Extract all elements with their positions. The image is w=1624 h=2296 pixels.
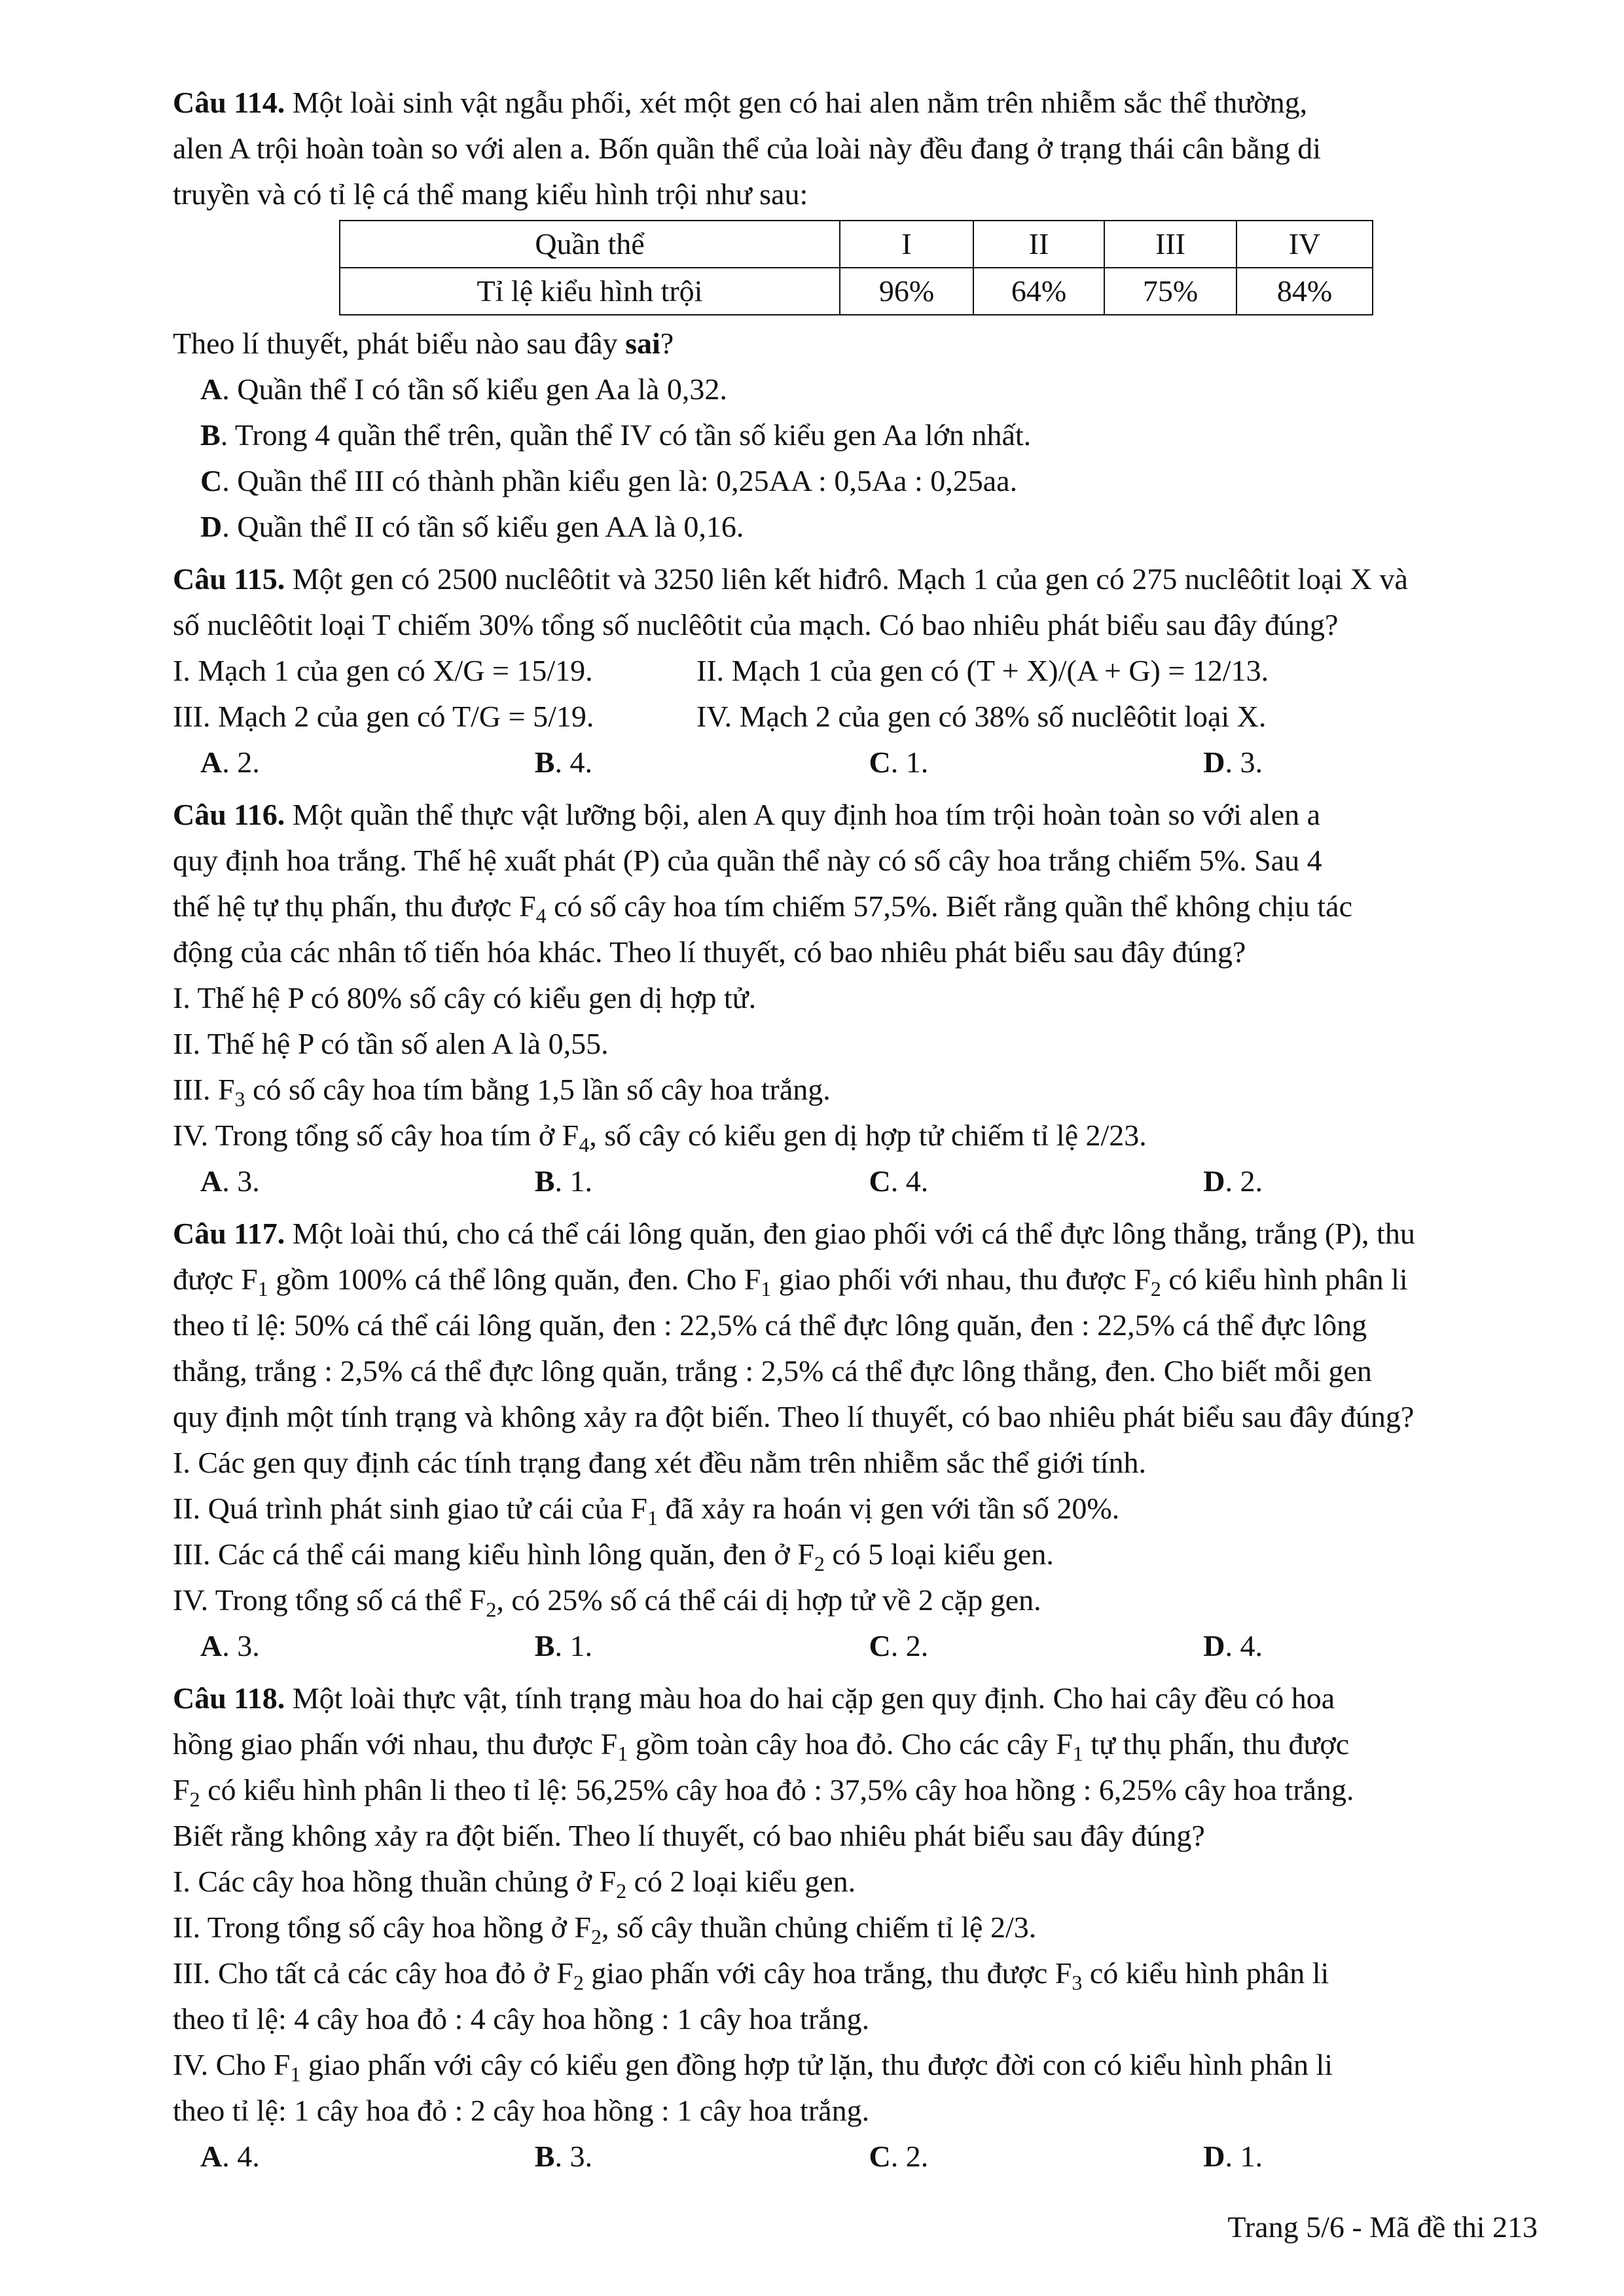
option-text: . 1. [554, 1164, 592, 1198]
option-text: . 2. [222, 745, 260, 779]
option-label: D [1203, 2140, 1225, 2173]
option-b[interactable] [535, 2134, 869, 2179]
subscript: 3 [1072, 1971, 1083, 1994]
question-118-stem-line-1 [173, 1676, 1538, 1721]
statement-iv [173, 2042, 1538, 2088]
subscript: 2 [814, 1552, 825, 1575]
question-117-stem-line-4: thẳng, trắng : 2,5% cá thể đực lông quăn, trắng : 2,5% cá thể đực lông thẳng, đen. Cho biết mỗi gen [173, 1354, 1372, 1388]
question-number: Câu 117. [173, 1217, 285, 1250]
option-label: D [1203, 1164, 1225, 1198]
stem-text: có kiểu hình phân li theo tỉ lệ: 56,25% cây hoa đỏ : 37,5% cây hoa hồng : 6,25% cây hoa trắng. [200, 1773, 1354, 1806]
stem-text: giao phối với nhau, thu được F [771, 1263, 1151, 1296]
question-117-stem-line-2 [173, 1257, 1538, 1302]
stem-text: gồm toàn cây hoa đỏ. Cho các cây F [628, 1727, 1073, 1761]
table-header-row [340, 221, 1373, 268]
statement-ii [173, 1486, 1538, 1532]
statement-iv-line-2: theo tỉ lệ: 1 cây hoa đỏ : 2 cây hoa hồng : 1 cây hoa trắng. [173, 2094, 870, 2127]
option-d[interactable] [1203, 1623, 1538, 1669]
option-text: . 2. [890, 1629, 929, 1662]
question-117 [173, 1211, 1538, 1669]
option-label: C [200, 464, 223, 497]
statement-text: II. Quá trình phát sinh giao tử cái của F [173, 1492, 647, 1525]
stem-text: có kiểu hình phân li [1161, 1263, 1408, 1296]
option-text: . 3. [222, 1629, 260, 1662]
statement-text: III. Các cá thể cái mang kiểu hình lông quăn, đen ở F [173, 1537, 814, 1571]
statement-text: đã xảy ra hoán vị gen với tần số 20%. [657, 1492, 1120, 1525]
statement-text: IV. Trong tổng số cây hoa tím ở F [173, 1119, 579, 1152]
option-text: . 3. [222, 1164, 260, 1198]
option-label: D [200, 510, 223, 543]
statement-text: có kiểu hình phân li [1082, 1956, 1329, 1990]
prompt-mark: ? [660, 327, 674, 360]
option-text: . 4. [554, 745, 592, 779]
statement-iv [173, 1113, 1538, 1158]
option-text: . Quần thể II có tần số kiểu gen AA là 0,16. [222, 510, 744, 543]
question-number: Câu 116. [173, 798, 285, 831]
option-b[interactable] [535, 1158, 869, 1204]
statement-text: II. Trong tổng số cây hoa hồng ở F [173, 1910, 591, 1944]
option-label: A [200, 2140, 223, 2173]
option-a[interactable] [200, 740, 535, 785]
option-d[interactable] [1203, 2134, 1538, 2179]
statement-i: I. Mạch 1 của gen có X/G = 15/19. [173, 654, 593, 687]
statement-text: giao phấn với cây hoa trắng, thu được F [583, 1956, 1072, 1990]
option-text: . 1. [1225, 2140, 1263, 2173]
question-116-stem-line-4: động của các nhân tố tiến hóa khác. Theo lí thuyết, có bao nhiêu phát biểu sau đây đúng? [173, 935, 1246, 969]
stem-text: Một quần thể thực vật lưỡng bội, alen A quy định hoa tím trội hoàn toàn so với alen a [292, 798, 1321, 831]
stem-text: được F [173, 1263, 258, 1296]
question-number: Câu 118. [173, 1681, 285, 1715]
subscript: 2 [189, 1787, 200, 1811]
stem-text: gồm 100% cá thể lông quăn, đen. Cho F [268, 1263, 761, 1296]
option-d[interactable] [1203, 740, 1538, 785]
statement-text: , số cây có kiểu gen dị hợp tử chiếm tỉ lệ 2/23. [589, 1119, 1147, 1152]
option-a[interactable] [200, 1623, 535, 1669]
statement-iii: III. Mạch 2 của gen có T/G = 5/19. [173, 700, 594, 733]
question-115 [173, 556, 1538, 785]
option-a[interactable] [200, 2134, 535, 2179]
options-row [173, 2134, 1538, 2179]
statement-row [173, 648, 1538, 694]
subscript: 1 [761, 1277, 772, 1300]
question-115-stem-line-2: số nuclêôtit loại T chiếm 30% tổng số nuclêôtit của mạch. Có bao nhiêu phát biểu sau đây đúng? [173, 608, 1339, 641]
statement-ii: II. Thế hệ P có tần số alen A là 0,55. [173, 1027, 609, 1060]
option-b[interactable] [535, 1623, 869, 1669]
table-cell: Tỉ lệ kiểu hình trội [340, 268, 840, 315]
statement-text: có số cây hoa tím bằng 1,5 lần số cây hoa trắng. [245, 1073, 831, 1106]
statement-row [173, 694, 1538, 740]
option-b[interactable] [535, 740, 869, 785]
question-118-stem-line-2 [173, 1721, 1538, 1767]
table-cell: II [973, 221, 1104, 268]
subscript: 4 [579, 1133, 590, 1157]
option-text: . 4. [890, 1164, 929, 1198]
options-row [173, 1623, 1538, 1669]
option-label: C [869, 745, 891, 779]
question-116-stem-line-3 [173, 884, 1538, 929]
prompt-text: Theo lí thuyết, phát biểu nào sau đây [173, 327, 626, 360]
subscript: 1 [617, 1742, 628, 1765]
subscript: 2 [573, 1971, 584, 1994]
stem-text: tự thụ phấn, thu được [1083, 1727, 1350, 1761]
subscript: 4 [535, 904, 547, 927]
statement-text: giao phấn với cây có kiểu gen đồng hợp tử lặn, thu được đời con có kiểu hình phân li [300, 2048, 1333, 2081]
prompt-emphasis: sai [625, 327, 660, 360]
question-118-stem-line-3 [173, 1767, 1538, 1813]
statement-iii-line-2: theo tỉ lệ: 4 cây hoa đỏ : 4 cây hoa hồng : 1 cây hoa trắng. [173, 2002, 870, 2036]
table-cell: 84% [1236, 268, 1373, 315]
option-text: . 3. [554, 2140, 592, 2173]
statement-text: III. Cho tất cả các cây hoa đỏ ở F [173, 1956, 573, 1990]
option-b[interactable] [173, 412, 1538, 458]
option-text: . Trong 4 quần thể trên, quần thể IV có tần số kiểu gen Aa lớn nhất. [220, 418, 1032, 452]
option-label: B [200, 418, 221, 452]
subscript: 2 [1150, 1277, 1161, 1300]
options-row [173, 740, 1538, 785]
question-117-stem-line-1 [173, 1211, 1538, 1257]
statement-ii [173, 1905, 1538, 1950]
question-118-stem-line-4: Biết rằng không xảy ra đột biến. Theo lí thuyết, có bao nhiêu phát biểu sau đây đúng? [173, 1819, 1205, 1852]
option-label: A [200, 1164, 223, 1198]
option-label: A [200, 1629, 223, 1662]
option-c[interactable] [869, 1623, 1204, 1669]
question-116 [173, 792, 1538, 1204]
option-a[interactable] [173, 367, 1538, 412]
exam-page [173, 80, 1538, 2253]
option-label: B [534, 2140, 555, 2173]
statement-text: IV. Trong tổng số cá thể F [173, 1583, 486, 1617]
option-text: . 2. [890, 2140, 929, 2173]
option-label: A [200, 372, 223, 406]
option-c[interactable] [173, 458, 1538, 504]
subscript: 2 [590, 1925, 602, 1948]
statement-ii: II. Mạch 1 của gen có (T + X)/(A + G) = 12/13. [696, 654, 1269, 687]
option-d[interactable] [173, 504, 1538, 550]
subscript: 2 [486, 1598, 497, 1621]
option-c[interactable] [869, 740, 1204, 785]
option-label: B [534, 1164, 555, 1198]
stem-text: F [173, 1773, 190, 1806]
subscript: 1 [647, 1506, 658, 1530]
question-116-stem-line-1 [173, 792, 1538, 838]
stem-text: Một gen có 2500 nuclêôtit và 3250 liên kết hiđrô. Mạch 1 của gen có 275 nuclêôtit loại X và [292, 562, 1408, 596]
option-label: C [869, 1629, 891, 1662]
option-label: D [1203, 745, 1225, 779]
statement-iii [173, 1950, 1538, 1996]
option-label: B [534, 745, 555, 779]
statement-text: có 2 loại kiểu gen. [626, 1865, 856, 1898]
statement-iii [173, 1532, 1538, 1577]
options-row [173, 1158, 1538, 1204]
stem-text: Một loài sinh vật ngẫu phối, xét một gen có hai alen nằm trên nhiễm sắc thể thường, [292, 86, 1308, 119]
page-footer: Trang 5/6 - Mã đề thi 213 [1227, 2210, 1538, 2244]
question-115-stem-line-1 [173, 556, 1538, 602]
table-row [340, 268, 1373, 315]
option-d[interactable] [1203, 1158, 1538, 1204]
table-cell: III [1104, 221, 1236, 268]
option-label: D [1203, 1629, 1225, 1662]
option-text: . Quần thể I có tần số kiểu gen Aa là 0,32. [222, 372, 727, 406]
option-text: . 4. [1225, 1629, 1263, 1662]
statement-i: I. Thế hệ P có 80% số cây có kiểu gen dị hợp tử. [173, 981, 757, 1014]
question-117-stem-line-5: quy định một tính trạng và không xảy ra đột biến. Theo lí thuyết, có bao nhiêu phát biểu sau đây đúng? [173, 1400, 1415, 1433]
question-118 [173, 1676, 1538, 2179]
question-117-stem-line-3: theo tỉ lệ: 50% cá thể cái lông quăn, đen : 22,5% cá thể đực lông quăn, đen : 22,5% cá thể đực lông [173, 1308, 1367, 1342]
option-label: C [869, 1164, 891, 1198]
option-text: . 2. [1225, 1164, 1263, 1198]
stem-text: có số cây hoa tím chiếm 57,5%. Biết rằng quần thể không chịu tác [546, 889, 1353, 923]
subscript: 1 [1072, 1742, 1083, 1765]
population-table [339, 220, 1373, 315]
statement-text: , số cây thuần chủng chiếm tỉ lệ 2/3. [601, 1910, 1037, 1944]
statement-text: I. Các cây hoa hồng thuần chủng ở F [173, 1865, 617, 1898]
option-label: B [534, 1629, 555, 1662]
stem-text: Một loài thực vật, tính trạng màu hoa do hai cặp gen quy định. Cho hai cây đều có hoa [292, 1681, 1335, 1715]
statement-text: IV. Cho F [173, 2048, 291, 2081]
question-114-stem-line-1 [173, 80, 1538, 126]
statement-i: I. Các gen quy định các tính trạng đang xét đều nằm trên nhiễm sắc thể giới tính. [173, 1446, 1146, 1479]
option-text: . 3. [1225, 745, 1263, 779]
subscript: 3 [234, 1087, 245, 1111]
subscript: 1 [257, 1277, 268, 1300]
table-cell: I [840, 221, 973, 268]
question-114-stem-line-2: alen A trội hoàn toàn so với alen a. Bốn quần thể của loài này đều đang ở trạng thái cân bằng di [173, 132, 1321, 165]
statement-text: III. F [173, 1073, 235, 1106]
question-116-stem-line-2: quy định hoa trắng. Thế hệ xuất phát (P) của quần thể này có số cây hoa trắng chiếm 5%. Sau 4 [173, 844, 1322, 877]
stem-text: Một loài thú, cho cá thể cái lông quăn, đen giao phối với cá thể đực lông thẳng, trắng (P), thu [292, 1217, 1415, 1250]
option-a[interactable] [200, 1158, 535, 1204]
subscript: 1 [290, 2062, 301, 2086]
option-label: C [869, 2140, 891, 2173]
statement-iv: IV. Mạch 2 của gen có 38% số nuclêôtit loại X. [696, 700, 1267, 733]
option-label: A [200, 745, 223, 779]
table-cell: 75% [1104, 268, 1236, 315]
question-114 [173, 80, 1538, 550]
option-c[interactable] [869, 1158, 1204, 1204]
option-text: . 1. [554, 1629, 592, 1662]
statement-text: , có 25% số cá thể cái dị hợp tử về 2 cặp gen. [496, 1583, 1041, 1617]
statement-iii [173, 1067, 1538, 1113]
stem-text: thế hệ tự thụ phấn, thu được F [173, 889, 536, 923]
question-number: Câu 114. [173, 86, 285, 119]
stem-text: hồng giao phấn với nhau, thu được F [173, 1727, 618, 1761]
question-114-prompt [173, 321, 1538, 367]
option-text: . 4. [222, 2140, 260, 2173]
table-cell: 64% [973, 268, 1104, 315]
table-cell: Quần thể [340, 221, 840, 268]
option-text: . Quần thể III có thành phần kiểu gen là: 0,25AA : 0,5Aa : 0,25aa. [222, 464, 1018, 497]
table-cell: 96% [840, 268, 973, 315]
question-114-stem-line-3: truyền và có tỉ lệ cá thể mang kiểu hình trội như sau: [173, 177, 808, 211]
statement-i [173, 1859, 1538, 1905]
table-cell: IV [1236, 221, 1373, 268]
option-c[interactable] [869, 2134, 1204, 2179]
option-text: . 1. [890, 745, 929, 779]
statement-text: có 5 loại kiểu gen. [824, 1537, 1054, 1571]
subscript: 2 [616, 1879, 627, 1903]
question-number: Câu 115. [173, 562, 285, 596]
statement-iv [173, 1577, 1538, 1623]
